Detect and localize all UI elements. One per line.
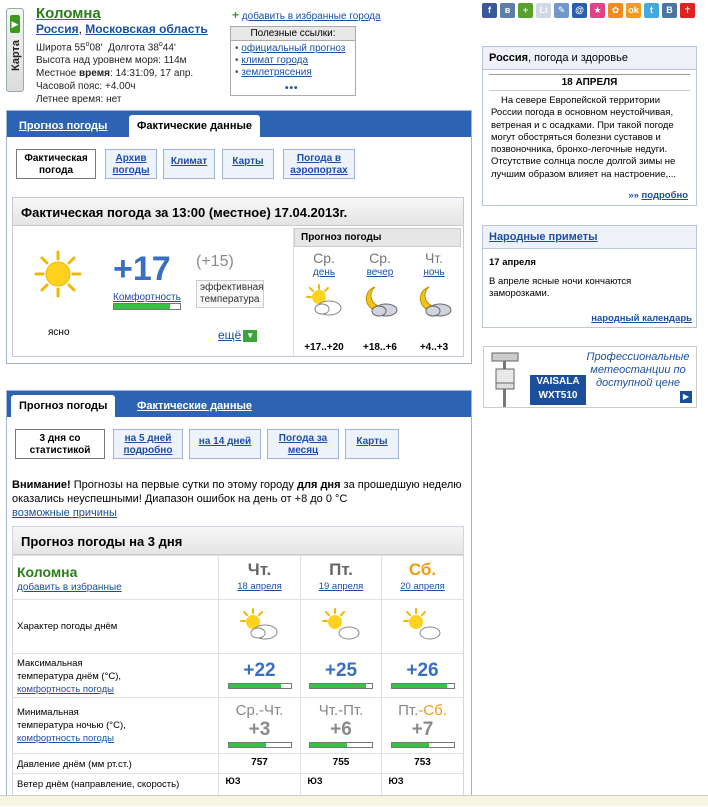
person-icon[interactable]: ✝ [680, 3, 695, 18]
folk-signs-date: 17 апреля [489, 257, 536, 268]
subtab-actual-weather[interactable]: Фактическая погода [16, 149, 96, 179]
comfort-bar-fill [392, 743, 429, 747]
health-box [482, 46, 697, 206]
table-city: Коломна [17, 564, 78, 580]
day-name: Чт. [247, 560, 272, 579]
max-temp: +25 [324, 660, 358, 681]
min-temp-cell [301, 702, 381, 748]
folk-signs-text: В апреле ясные ночи кончаются заморозками. [489, 276, 632, 299]
day-header [219, 560, 300, 592]
expand-down-icon: ▼ [243, 330, 257, 342]
night-range-from: Пт. [398, 702, 419, 719]
day-header [382, 560, 463, 592]
wind-direction: ЮЗ [307, 776, 323, 786]
row-label: Ветер днём (направление, скорость) [17, 779, 180, 790]
mini-forecast-col [408, 250, 460, 353]
comfort-bar [113, 303, 181, 310]
day-name: Сб. [408, 560, 437, 579]
subtab-maps[interactable]: Карты [222, 149, 274, 179]
facebook-icon[interactable]: f [482, 3, 497, 18]
region-line: Россия, Московская область [36, 22, 208, 36]
local-time: Местное время: 14:31:09, 17 апр. [36, 68, 194, 80]
mini-forecast-col [354, 250, 406, 353]
mini-part-link[interactable]: вечер [366, 267, 394, 278]
moon-cloud-icon [361, 284, 399, 318]
mini-temps: +17..+20 [304, 342, 344, 353]
comfort-block [113, 292, 181, 310]
health-text: На севере Европейской территории России погода в основном неустойчивая, ветреная и с осадками. При такой погоде могут обостряться болезни суставов и позвоночника, бронхо-легочные недуги. Отсутствие солнца после долгой зимы не лучшим образом влияет на настроение,... [491, 95, 677, 180]
comfort-bar [228, 683, 292, 689]
row-label: Характер погоды днём [17, 621, 118, 632]
mini-day: Чт. [424, 250, 444, 266]
mini-forecast-col [298, 250, 350, 353]
health-title: Россия, погода и здоровье [483, 47, 696, 70]
ad-text: Профессиональные метеостанции по доступной цене [586, 351, 690, 389]
expand-arrow-icon: ▶ [10, 15, 20, 33]
day-header [301, 560, 381, 592]
subtab-3-days[interactable]: 3 дня со статистикой [15, 429, 105, 459]
comfort-bar [228, 742, 292, 748]
day-date-link[interactable]: 19 апреля [318, 581, 364, 592]
odnoklassniki-flower-icon[interactable]: ✿ [608, 3, 623, 18]
comfort-bar [309, 742, 373, 748]
row-label: Максимальная температура днём (°С), комфортность погоды [17, 658, 122, 695]
add-favorites-link[interactable]: добавить в избранные [17, 582, 122, 593]
map-tab-label: Карта [10, 39, 22, 71]
vk-icon[interactable]: в [500, 3, 515, 18]
useful-links-title: Полезные ссылки: [231, 27, 355, 41]
comfort-bar-fill [229, 743, 266, 747]
tab-actual-data[interactable]: Фактические данные [137, 400, 252, 412]
sun-cloud-icon [321, 608, 361, 644]
tab-forecast[interactable]: Прогноз погоды [19, 120, 108, 132]
comfort-bar-fill [310, 684, 366, 688]
possible-causes-link[interactable]: возможные причины [12, 507, 117, 519]
double-arrow-icon: »» [628, 190, 639, 201]
health-date: 18 АПРЕЛЯ [489, 74, 690, 91]
timezone: Часовой пояс: +4.00ч [36, 81, 136, 93]
odnoklassniki-icon[interactable]: ok [626, 3, 641, 18]
max-temp-cell [219, 660, 300, 689]
status-strip [0, 795, 708, 806]
comfort-bar-fill [392, 684, 448, 688]
day-name: Пт. [329, 560, 353, 579]
night-range-to: -Пт. [338, 702, 364, 719]
city-title[interactable]: Коломна [36, 5, 101, 22]
actual-weather-title: Фактическая погода за 13:00 (местное) 17.04.2013г. [13, 198, 463, 226]
twitter-icon[interactable]: t [644, 3, 659, 18]
vkontakte-icon[interactable]: В [662, 3, 677, 18]
subtab-5-days[interactable]: на 5 дней подробно [113, 429, 183, 459]
mini-temps: +4..+3 [419, 342, 449, 353]
add-arrow-icon: + [232, 8, 240, 22]
folk-calendar-link[interactable]: народный календарь [591, 313, 692, 324]
mini-part-link[interactable]: день [312, 267, 336, 278]
sun-cloud-icon [239, 608, 279, 644]
comfort-link[interactable]: комфортность погоды [17, 733, 114, 744]
subtab-airport-weather[interactable]: Погода в аэропортах [283, 149, 355, 179]
bookmark-icon[interactable]: + [518, 3, 533, 18]
top-tab-bar [7, 111, 471, 137]
ad-arrow-icon: ▶ [680, 391, 692, 403]
geo-info: Широта 55$^o$08' Долгота 38$^o$44' Высота над уровнем моря: 114м Местное время: 14:31:09, 17 апр. Часовой пояс: +4.00ч Летнее время: нет [36, 41, 194, 106]
sun-cloud-icon [305, 284, 343, 318]
subtab-month[interactable]: Погода за месяц [267, 429, 339, 459]
add-favorite-city[interactable]: + добавить в избранные города [232, 8, 381, 22]
comfort-bar [391, 683, 455, 689]
weather-station-icon [486, 349, 524, 407]
bottom-tab-bar [7, 391, 471, 417]
more-toggle[interactable]: ещё ▼ [218, 328, 257, 342]
table-row [13, 599, 463, 653]
tab-actual-data[interactable]: Фактические данные [129, 115, 260, 137]
table-row [13, 697, 463, 753]
mini-forecast-title: Прогноз погоды [294, 228, 461, 247]
night-range-from: Чт. [318, 702, 339, 719]
comfort-bar [391, 742, 455, 748]
moon-cloud-icon [415, 284, 453, 318]
folk-signs-title[interactable]: Народные приметы [483, 226, 696, 249]
vaisala-ad[interactable] [483, 346, 697, 408]
useful-links-box [230, 26, 356, 96]
sun-icon [34, 250, 82, 298]
day-date-link[interactable]: 18 апреля [237, 581, 282, 592]
mini-part-link[interactable]: ночь [423, 267, 445, 278]
subtab-maps[interactable]: Карты [345, 429, 399, 459]
pressure-value: 755 [332, 757, 350, 768]
social-share-bar [482, 3, 695, 19]
night-range-from: Ср. [235, 702, 259, 719]
max-temp-cell [301, 660, 381, 689]
health-more[interactable]: »» подробно [628, 190, 688, 201]
blog-icon[interactable]: ✎ [554, 3, 569, 18]
min-temp-cell [219, 702, 300, 748]
subtab-climate[interactable]: Климат [163, 149, 215, 179]
mini-day: Ср. [369, 250, 391, 266]
mini-temps: +18..+6 [363, 342, 397, 353]
forecast-table [12, 526, 464, 806]
mail-icon[interactable]: @ [572, 3, 587, 18]
max-temp-cell [382, 660, 463, 689]
row-label: Давление днём (мм рт.ст.) [17, 759, 132, 770]
min-temp: +3 [248, 719, 271, 740]
comfort-bar [309, 683, 373, 689]
row-label: Минимальная температура ночью (°С), комфортность погоды [17, 707, 126, 744]
comfort-bar-fill [310, 743, 347, 747]
comfort-bar-fill [114, 304, 170, 309]
livejournal-icon[interactable]: Li [536, 3, 551, 18]
forecast-warning: Внимание! Прогнозы на первые сутки по этому городу для дня за прошедшую неделю оказались неуспешными! Диапазон ошибок на день от +8 до 0 °С возможные причины [12, 479, 462, 519]
table-row [13, 653, 463, 697]
useful-link[interactable]: климат города [241, 55, 309, 66]
folk-signs-box [482, 225, 697, 328]
comfort-link[interactable]: Комфортность [113, 292, 181, 303]
comfort-link[interactable]: комфортность погоды [17, 684, 114, 695]
max-temp: +26 [406, 660, 439, 681]
current-temperature: +17 [113, 250, 171, 288]
comfort-bar-fill [229, 684, 282, 688]
min-temp: +6 [330, 719, 352, 740]
altitude: Высота над уровнем моря: 114м [36, 55, 187, 67]
wind-direction: ЮЗ [225, 776, 241, 786]
forecast-table-title: Прогноз погоды на 3 дня [13, 527, 463, 555]
day-date-link[interactable]: 20 апреля [400, 581, 445, 592]
night-range-to: -Сб. [418, 702, 447, 719]
vaisala-logo: VAISALA WXT510 [530, 375, 586, 405]
star-icon[interactable]: ★ [590, 3, 605, 18]
map-tab[interactable] [6, 8, 24, 92]
effective-temperature: (+15) [196, 253, 234, 270]
table-row [13, 555, 463, 599]
subtab-weather-archive[interactable]: Архив погоды [105, 149, 157, 179]
useful-link[interactable]: официальный прогноз [241, 43, 346, 54]
sun-cloud-icon [402, 608, 442, 644]
condition-label: ясно [48, 327, 70, 338]
min-temp-cell [382, 702, 463, 748]
night-range-to: -Чт. [258, 702, 284, 719]
more-links-dots[interactable]: ••• [285, 83, 299, 94]
effective-temperature-label: эффективная температура [196, 280, 264, 308]
table-row [13, 753, 463, 773]
max-temp: +22 [243, 660, 276, 681]
min-temp: +7 [411, 719, 434, 740]
country-link[interactable]: Россия [36, 22, 79, 36]
mini-forecast [293, 228, 461, 356]
region-link[interactable]: Московская область [85, 22, 208, 36]
mini-day: Ср. [313, 250, 335, 266]
pressure-value: 757 [251, 757, 268, 768]
useful-link[interactable]: землетрясения [241, 67, 312, 78]
tab-forecast[interactable]: Прогноз погоды [11, 395, 115, 417]
wind-direction: ЮЗ [388, 776, 404, 786]
subtab-14-days[interactable]: на 14 дней [189, 429, 261, 459]
summer-time: Летнее время: нет [36, 94, 122, 106]
pressure-value: 753 [414, 757, 431, 768]
